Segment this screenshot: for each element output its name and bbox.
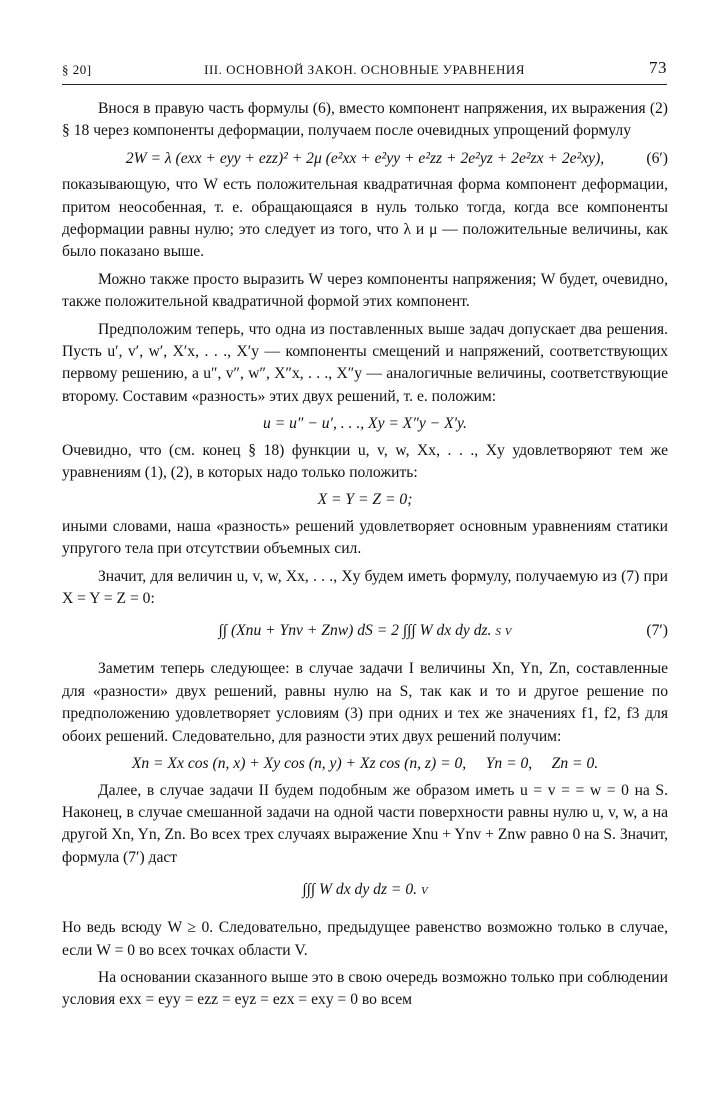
page-number: 73: [649, 58, 667, 77]
paragraph: Но ведь всюду W ≥ 0. Следовательно, предыдущее равенство возможно только в случае, если W = 0 во всех точках области V.: [62, 919, 668, 959]
formula-zero-forces: [62, 489, 668, 511]
equation-number: (6′): [646, 149, 668, 167]
section-ref: § 20]: [62, 62, 92, 77]
formula-text: Xn = Xx cos (n, x) + Xy cos (n, y) + Xz cos (n, z) = 0, Yn = 0, Zn = 0.: [131, 755, 599, 773]
running-header: [62, 58, 667, 85]
surface-subscript: S: [495, 626, 501, 639]
formula-7prime: [62, 616, 668, 652]
paragraph: Предположим теперь, что одна из поставленных выше задач допускает два решения. Пусть u′, v′, w′, X′x, . . ., X′y — компоненты смещений и напряжений, соответствующих первому решению, а u″, v″, w″, X″x, . . ., X″y — аналогичные величины, соответствующие второму. Составим «разность» этих двух решений, т. е. положим:: [62, 320, 668, 405]
chapter-title: III. ОСНОВНОЙ ЗАКОН. ОСНОВНЫЕ УРАВНЕНИЯ: [204, 62, 525, 77]
paragraph: иными словами, наша «разность» решений удовлетворяет основным уравнениям статики упругого тела при отсутствии объемных сил.: [62, 517, 668, 558]
formula-difference: [62, 413, 668, 435]
formula-text: X = Y = Z = 0;: [317, 491, 413, 509]
formula-6prime: [62, 148, 668, 170]
volume-subscript: V: [420, 885, 428, 898]
formula-boundary: [62, 753, 668, 775]
paragraph: Очевидно, что (см. конец § 18) функции u, v, w, Xx, . . ., Xy удовлетворяют тем же уравнениям (1), (2), в которых надо только положить:: [62, 441, 668, 482]
volume-subscript: V: [504, 626, 512, 639]
paragraph: На основании сказанного выше это в свою очередь возможно только при соблюдении условия exx = eyy = ezz = eyz = ezx = exy = 0 во всем: [62, 968, 668, 1009]
paragraph: Можно также просто выразить W через компоненты напряжения; W будет, очевидно, также положительной квадратичной формой этих компонент.: [62, 270, 668, 311]
formula-text: 2W = λ (exx + eyy + ezz)² + 2μ (e²xx + e²yy + e²zz + 2e²yz + 2e²zx + 2e²xy),: [125, 149, 605, 167]
equation-number: (7′): [646, 622, 668, 640]
paragraph: показывающую, что W есть положительная квадратичная форма компонент деформации, притом неособенная, т. е. обращающаяся в нуль только тогда, когда все компоненты деформации равны нулю; это следует из того, что λ и μ — положительные величины, как было показано выше.: [62, 176, 668, 261]
formula-text: ∫∫∫ W dx dy dz = 0.: [302, 881, 418, 899]
paragraph: Заметим теперь следующее: в случае задачи I величины Xn, Yn, Zn, составленные для «разности» двух решений, равны нулю на S, так как и то и другое решение по предположению удовлетворяет условиям (3) при одних и тех же значениях f1, f2, f3 для обоих решений. Следовательно, для разности этих двух решений получим:: [62, 660, 668, 745]
paragraph: Далее, в случае задачи II будем подобным же образом иметь u = v = = w = 0 на S. Наконец, в случае смешанной задачи на одной части поверхности равны нулю u, v, w, а на другой Xn, Yn, Zn. Во всех трех случаях выражение Xnu + Ynv + Znw равно 0 на S. Значит, формула (7′) даст: [62, 781, 668, 866]
formula-text: ∫∫ (Xnu + Ynv + Znw) dS = 2 ∫∫∫ W dx dy dz.: [218, 622, 492, 640]
page-body: [62, 98, 668, 1017]
paragraph: Значит, для величин u, v, w, Xx, . . ., Xy будем иметь формулу, получаемую из (7) при X = Y = Z = 0:: [62, 567, 668, 608]
formula-text: u = u″ − u′, . . ., Xy = X″y − X′y.: [263, 415, 467, 433]
formula-volume-integral: [62, 875, 668, 911]
paragraph: Внося в правую часть формулы (6), вместо компонент напряжения, их выражения (2) § 18 через компоненты деформации, получаем после очевидных упрощений формулу: [62, 100, 668, 140]
